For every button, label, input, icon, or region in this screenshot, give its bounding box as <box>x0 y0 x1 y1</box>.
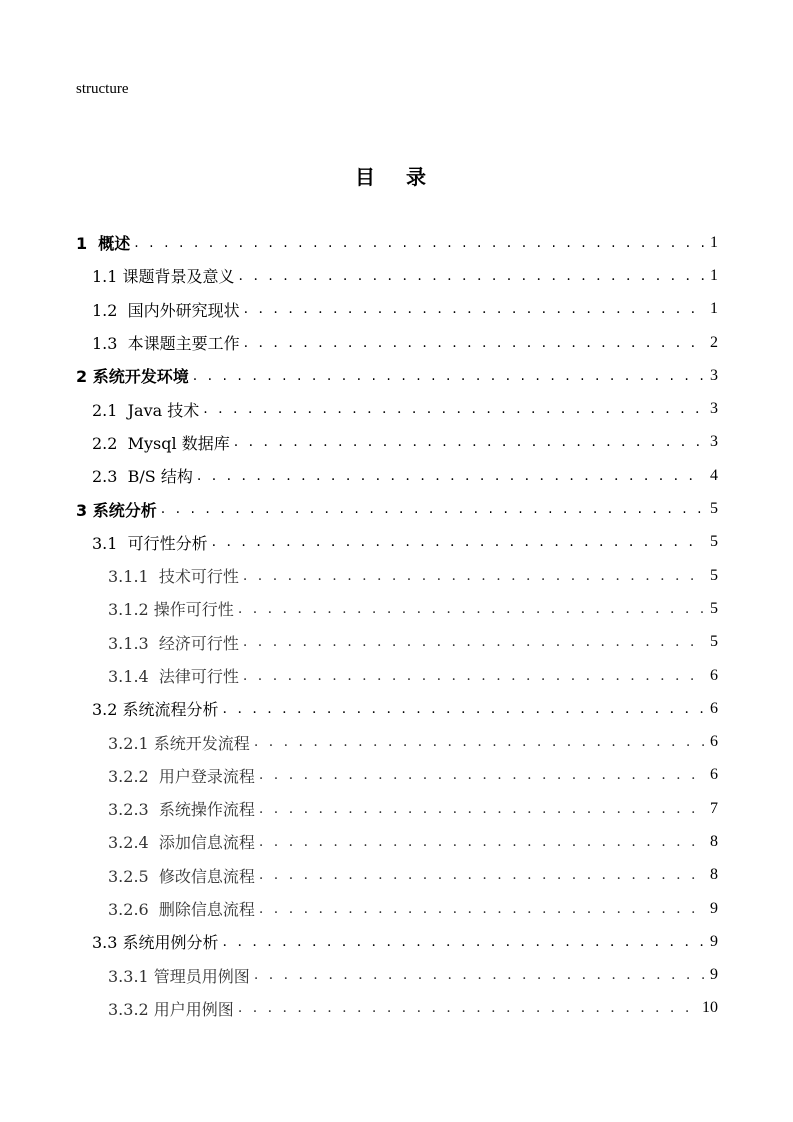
dot-leader <box>238 601 704 617</box>
dot-leader <box>243 668 704 684</box>
toc-entry[interactable] <box>0 925 793 958</box>
toc-entry[interactable] <box>0 759 793 792</box>
toc-entry-page-number: 8 <box>710 866 718 884</box>
dot-leader <box>259 801 704 817</box>
toc-entry[interactable] <box>0 559 793 592</box>
toc-entry-page-number: 5 <box>710 500 718 518</box>
dot-leader <box>259 901 704 917</box>
dot-leader <box>223 934 704 950</box>
toc-entry-page-number: 4 <box>710 466 718 484</box>
toc-entry[interactable] <box>0 792 793 825</box>
toc-entry[interactable] <box>0 459 793 492</box>
dot-leader <box>243 634 704 650</box>
toc-entry-label: 3.2.1 系统开发流程 <box>108 733 250 753</box>
toc-entry-label: 3.2.4 添加信息流程 <box>108 833 255 853</box>
toc-entry-label: 3.1.2 操作可行性 <box>108 600 234 620</box>
toc-title: 目 录 <box>355 165 438 189</box>
toc-entry-label: 3.1.1 技术可行性 <box>108 567 239 587</box>
toc-entry-label: 2.1 Java 技术 <box>92 400 200 420</box>
toc-entry-page-number: 5 <box>710 633 718 651</box>
header-text: structure <box>76 81 129 97</box>
dot-leader <box>234 434 704 450</box>
toc-entry-page-number: 1 <box>710 300 718 318</box>
toc-entry[interactable] <box>0 725 793 758</box>
toc-entry-page-number: 5 <box>710 599 718 617</box>
table-of-contents <box>0 226 793 1025</box>
dot-leader <box>244 335 704 351</box>
toc-entry[interactable] <box>0 626 793 659</box>
toc-entry[interactable] <box>0 526 793 559</box>
dot-leader <box>161 501 704 517</box>
dot-leader <box>259 867 704 883</box>
dot-leader <box>212 534 704 550</box>
toc-entry[interactable] <box>0 692 793 725</box>
toc-entry-label: 3.2.3 系统操作流程 <box>108 800 255 820</box>
toc-entry[interactable] <box>0 259 793 292</box>
toc-entry[interactable] <box>0 326 793 359</box>
toc-entry-label: 3.2.6 删除信息流程 <box>108 900 255 920</box>
toc-entry[interactable] <box>0 492 793 525</box>
toc-entry-page-number: 5 <box>710 566 718 584</box>
toc-entry[interactable] <box>0 359 793 392</box>
toc-entry-label: 3.1.4 法律可行性 <box>108 667 239 686</box>
toc-entry-label: 3.1.3 经济可行性 <box>108 633 239 653</box>
dot-leader <box>223 701 704 717</box>
toc-entry-label: 3.2 系统流程分析 <box>92 700 219 720</box>
toc-entry-page-number: 3 <box>710 366 718 384</box>
toc-entry-page-number: 9 <box>710 966 718 984</box>
toc-entry[interactable] <box>0 859 793 892</box>
toc-entry-page-number: 2 <box>710 333 718 351</box>
toc-entry[interactable] <box>0 392 793 425</box>
dot-leader <box>193 368 704 384</box>
toc-entry[interactable] <box>0 825 793 858</box>
toc-entry[interactable] <box>0 659 793 692</box>
toc-entry-page-number: 5 <box>710 533 718 551</box>
dot-leader <box>259 834 704 850</box>
toc-entry-label: 3.3.2 用户用例图 <box>108 999 234 1019</box>
toc-entry-label: 3.2.5 修改信息流程 <box>108 866 255 886</box>
toc-entry[interactable] <box>0 892 793 925</box>
toc-entry-page-number: 3 <box>710 400 718 418</box>
toc-entry-page-number: 1 <box>710 233 718 251</box>
toc-entry-page-number: 6 <box>710 666 718 684</box>
toc-entry-page-number: 1 <box>710 266 718 284</box>
dot-leader <box>259 767 704 783</box>
toc-entry-label: 3.1 可行性分析 <box>92 533 208 553</box>
toc-entry-label: 1.2 国内外研究现状 <box>92 300 240 320</box>
toc-entry-page-number: 7 <box>710 799 718 817</box>
toc-entry-page-number: 9 <box>710 932 718 950</box>
toc-entry-page-number: 6 <box>710 733 718 751</box>
toc-entry-page-number: 8 <box>710 832 718 850</box>
toc-entry-label: 2.3 B/S 结构 <box>92 467 193 487</box>
dot-leader <box>239 268 704 284</box>
toc-entry[interactable] <box>0 592 793 625</box>
dot-leader <box>203 401 704 417</box>
toc-entry-label: 1.3 本课题主要工作 <box>92 334 240 354</box>
toc-entry-page-number: 6 <box>710 699 718 717</box>
dot-leader <box>134 235 704 251</box>
toc-entry[interactable] <box>0 226 793 259</box>
toc-entry-page-number: 10 <box>702 999 718 1017</box>
dot-leader <box>254 734 704 750</box>
toc-entry[interactable] <box>0 426 793 459</box>
toc-entry-page-number: 6 <box>710 766 718 784</box>
toc-entry[interactable] <box>0 992 793 1025</box>
dot-leader <box>244 301 704 317</box>
dot-leader <box>238 1000 698 1016</box>
toc-entry-label: 3 系统分析 <box>76 500 157 520</box>
toc-entry[interactable] <box>0 959 793 992</box>
toc-entry-page-number: 9 <box>710 899 718 917</box>
toc-entry[interactable] <box>0 293 793 326</box>
dot-leader <box>197 468 704 484</box>
toc-entry-label: 2.2 Mysql 数据库 <box>92 433 230 453</box>
dot-leader <box>243 568 704 584</box>
dot-leader <box>254 967 704 983</box>
toc-entry-label: 3.2.2 用户登录流程 <box>108 766 255 786</box>
toc-entry-label: 3.3.1 管理员用例图 <box>108 966 250 986</box>
toc-entry-label: 1 概述 <box>76 234 131 254</box>
toc-entry-label: 1.1 课题背景及意义 <box>92 267 235 287</box>
toc-entry-label: 2 系统开发环境 <box>76 367 189 387</box>
toc-entry-page-number: 3 <box>710 433 718 451</box>
toc-entry-label: 3.3 系统用例分析 <box>92 933 219 953</box>
